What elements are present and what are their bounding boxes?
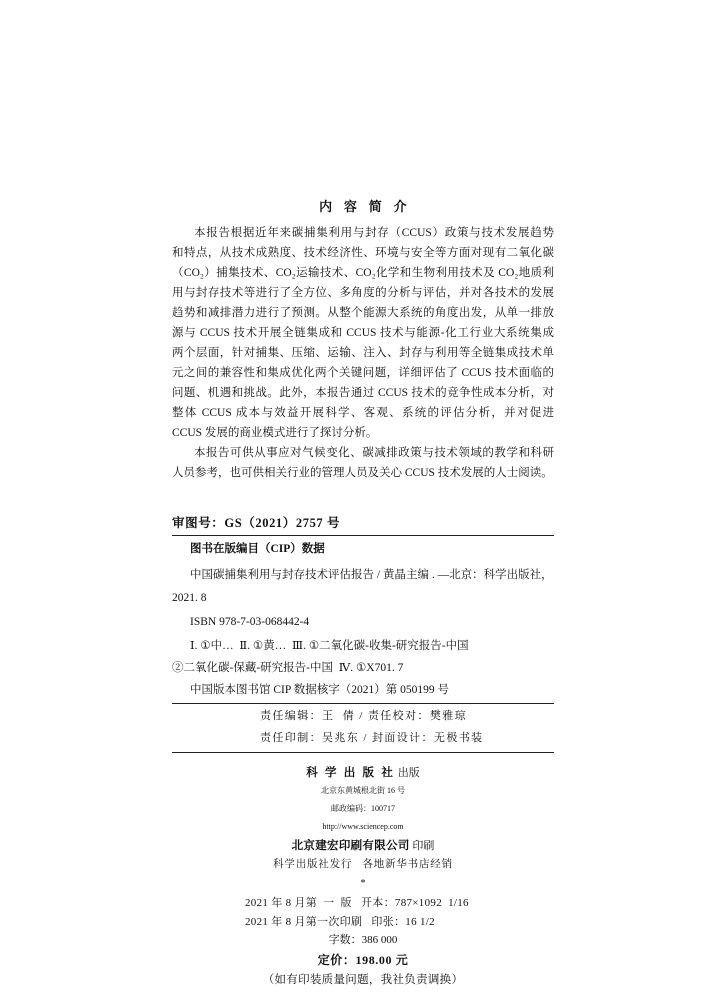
summary-line: CCUS 发展的商业模式进行了探讨分析。 (172, 427, 378, 439)
cip-isbn: ISBN 978-7-03-068442-4 (190, 616, 310, 628)
summary-line: 本报告可供从事应对气候变化、碳减排政策与技术领域的教学和科研 (194, 447, 554, 459)
summary-body (172, 223, 554, 483)
production-credit: 责任印制：吴兆东 / 封面设计：无极书装 (260, 732, 484, 744)
editor-credit: 责任编辑：王 倩 / 责任校对：樊雅琼 (260, 710, 468, 722)
publisher-name: 科 学 出 版 社 (306, 767, 396, 779)
cip-record-number: 中国版本图书馆 CIP 数据核字（2021）第 050199 号 (190, 684, 449, 696)
summary-line: 源与 CCUS 技术开展全链集成和 CCUS 技术与能源-化工行业大系统集成 (172, 327, 554, 339)
summary-line: 用与封存技术等进行了全方位、多角度的分析与评估，并对各技术的发展 (172, 287, 554, 299)
publisher-website: http://www.sciencep.com (322, 822, 404, 831)
summary-line: 本报告根据近年来碳捕集利用与封存（CCUS）政策与技术发展趋势 (194, 227, 554, 239)
divider (172, 752, 554, 753)
summary-line: 元之间的兼容性和集成优化两个关键问题，详细评估了 CCUS 技术面临的 (172, 367, 554, 379)
quality-note: （如有印装质量问题，我社负责调换） (262, 974, 464, 986)
printer-action: 印刷 (412, 840, 435, 852)
printer-name: 北京建宏印刷有限公司 (291, 840, 410, 852)
publisher-action: 出版 (397, 767, 420, 779)
edition-info: 2021 年 8 月第 一 版 开本：787×1092 1/16 (245, 897, 469, 909)
summary-line: 问题、机遇和挑战。此外，本报告通过 CCUS 技术的竞争性成本分析，对 (172, 387, 554, 399)
cip-line: ②二氧化碳-保藏-研究报告-中国 Ⅳ. ①X701. 7 (172, 662, 404, 674)
summary-line: 整体 CCUS 成本与效益开展科学、客观、系统的评估分析，并对促进 (172, 407, 554, 419)
cip-line: Ⅰ. ①中… Ⅱ. ①黄… Ⅲ. ①二氧化碳-收集-研究报告-中国 (190, 640, 469, 652)
price: 定价：198.00 元 (317, 953, 409, 967)
separator-mark: * (360, 878, 366, 889)
cip-line: 2021. 8 (172, 592, 207, 604)
summary-title: 内 容 简 介 (319, 199, 411, 214)
summary-line: 两个层面，针对捕集、压缩、运输、注入、封存与利用等全链集成技术单 (172, 347, 554, 359)
summary-line: 人员参考，也可供相关行业的管理人员及关心 CCUS 技术发展的人士阅读。 (172, 467, 553, 479)
divider (172, 703, 554, 704)
word-count: 字数：386 000 (328, 934, 398, 946)
printer-line (172, 837, 554, 855)
map-approval-number: 审图号：GS（2021）2757 号 (172, 516, 341, 530)
distribution-info: 科学出版社发行 各地新华书店经销 (273, 859, 453, 870)
summary-paragraph (172, 223, 554, 443)
publisher-line (172, 764, 554, 782)
cip-line: 中国碳捕集利用与封存技术评估报告 / 黄晶主编 . —北京：科学出版社， (190, 569, 553, 581)
cip-heading: 图书在版编目（CIP）数据 (190, 543, 325, 555)
summary-line: 趋势和减排潜力进行了预测。从整个能源大系统的角度出发，从单一排放 (172, 307, 554, 319)
summary-line: 和特点，从技术成熟度、技术经济性、环境与安全等方面对现有二氧化碳 (172, 247, 554, 259)
publisher-address: 北京东黄城根北街 16 号 (321, 786, 405, 795)
publisher-postcode: 邮政编码：100717 (331, 804, 395, 813)
divider (172, 535, 554, 536)
printing-info: 2021 年 8 月第一次印刷 印张：16 1/2 (245, 916, 435, 928)
summary-line: （CO₂）捕集技术、CO₂运输技术、CO₂化学和生物利用技术及 CO₂地质利 (172, 267, 554, 279)
summary-paragraph (172, 443, 554, 483)
